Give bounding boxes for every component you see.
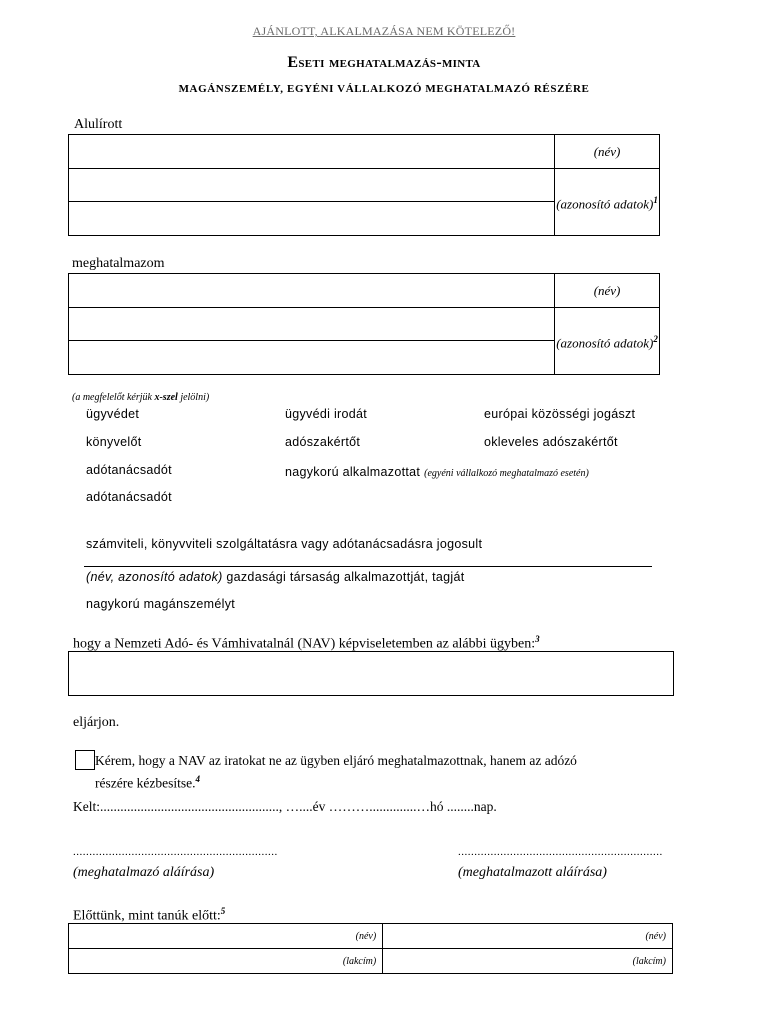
option-eu-lawyer[interactable]: európai közösségi jogászt — [484, 407, 636, 421]
option-tax-advisor-2[interactable]: adótanácsadót — [86, 490, 172, 504]
principal-id-field-1[interactable] — [69, 169, 555, 202]
delivery-checkbox[interactable] — [75, 750, 95, 770]
option-lawyer[interactable]: ügyvédet — [86, 407, 140, 421]
page-title: Eseti meghatalmazás-minta — [287, 54, 481, 71]
agent-signature-label: (meghatalmazott aláírása) — [458, 865, 607, 880]
witnesses-table — [68, 923, 673, 974]
representation-text: hogy a Nemzeti Adó- és Vámhivatalnál (NAV) képviseletemben az alábbi ügyben:$^3$ — [73, 634, 540, 652]
employee-note: (egyéni vállalkozó meghatalmazó esetén) — [424, 468, 589, 479]
principal-name-hint: (név) — [555, 135, 660, 169]
page-subtitle: MAGÁNSZEMÉLY, EGYÉNI VÁLLALKOZÓ MEGHATALMAZÓ RÉSZÉRE — [178, 83, 590, 95]
principal-signature-line[interactable]: ............................................................... — [73, 846, 278, 858]
agent-id-field-1[interactable] — [69, 308, 555, 341]
principal-id-field-2[interactable] — [69, 202, 555, 236]
agent-id-field-2[interactable] — [69, 341, 555, 375]
option-tax-advisor[interactable]: adótanácsadót — [86, 463, 172, 477]
witness-1-address-field[interactable]: (lakcím) — [69, 949, 383, 974]
principal-id-hint: (azonosító adatok)$^1$ — [555, 169, 660, 236]
witnesses-label: Előttünk, mint tanúk előtt:$^5$ — [73, 906, 226, 924]
option-company-employee[interactable]: (név, azonosító adatok) gazdasági társaság alkalmazottját, tagját — [86, 570, 465, 584]
option-accountant[interactable]: könyvelőt — [86, 435, 142, 449]
authorized-line: számviteli, könyvviteli szolgáltatásra vagy adótanácsadásra jogosult — [86, 537, 483, 551]
delivery-request-text: Kérem, hogy a NAV az iratokat ne az ügyben eljáró meghatalmazottnak, hanem az adózó részére kézbesítse.$^4$ — [95, 753, 577, 791]
recommendation-note: AJÁNLOTT, ALKALMAZÁSA NEM KÖTELEZŐ! — [252, 24, 516, 38]
company-underline — [84, 566, 652, 567]
agent-name-field[interactable] — [69, 274, 555, 308]
witness-2-address-field[interactable]: (lakcím) — [383, 949, 673, 974]
agent-name-hint: (név) — [555, 274, 660, 308]
witness-2-name-field[interactable]: (név) — [383, 924, 673, 949]
option-adult-employee[interactable]: nagykorú alkalmazottat (egyéni vállalkozó meghatalmazó esetén) — [285, 465, 589, 479]
option-tax-expert[interactable]: adószakértőt — [285, 435, 361, 449]
principal-label: Alulírott — [74, 117, 123, 132]
principal-name-field[interactable] — [69, 135, 555, 169]
agent-table — [68, 273, 660, 375]
option-adult-private[interactable]: nagykorú magánszemélyt — [86, 597, 236, 611]
agent-id-hint: (azonosító adatok)$^2$ — [555, 308, 660, 375]
option-certified-tax-expert[interactable]: okleveles adószakértőt — [484, 435, 618, 449]
witness-1-name-field[interactable]: (név) — [69, 924, 383, 949]
case-field[interactable] — [68, 651, 674, 696]
principal-table — [68, 134, 660, 236]
agent-signature-line[interactable]: ............................................................... — [458, 846, 663, 858]
proceed-text: eljárjon. — [73, 715, 120, 730]
agent-label: meghatalmazom — [72, 256, 165, 271]
principal-signature-label: (meghatalmazó aláírása) — [73, 865, 215, 880]
option-law-firm[interactable]: ügyvédi irodát — [285, 407, 368, 421]
dated-line[interactable]: Kelt:....................................................., …....év ………..............…hó ........nap. — [73, 799, 497, 814]
options-instruction: (a megfelelőt kérjük x-szel jelölni) — [72, 392, 210, 403]
